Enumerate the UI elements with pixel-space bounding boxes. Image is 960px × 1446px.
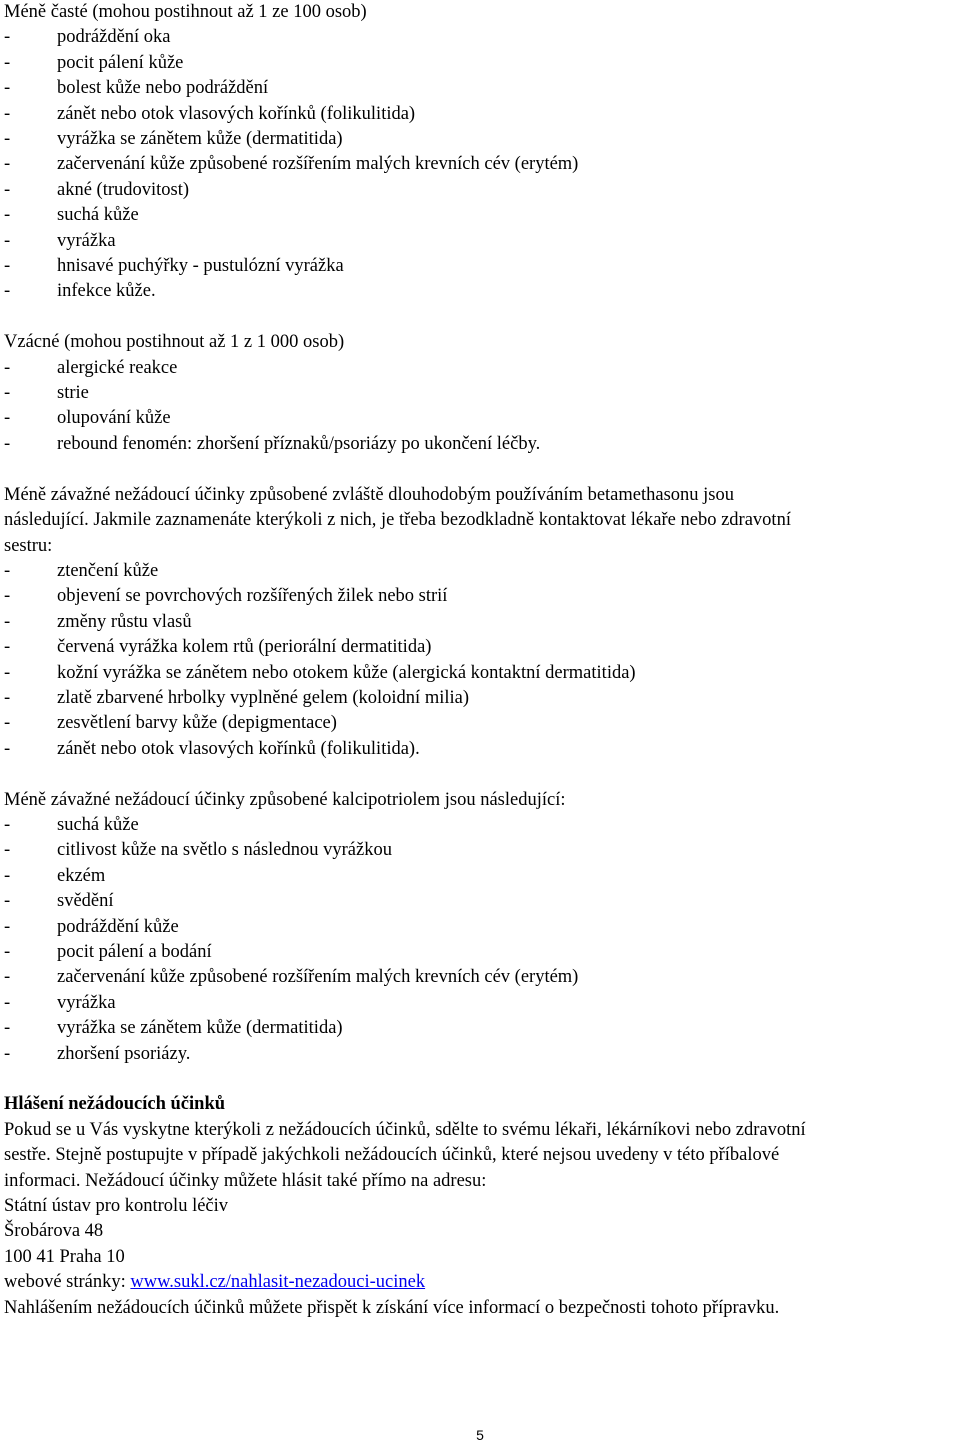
intro-line: následující. Jakmile zaznamenáte kterýkoli z nich, je třeba bezodkladně kontaktovat lékaře nebo zdravotní — [4, 510, 791, 531]
list-item-text: objevení se povrchových rozšířených žilek nebo strií — [57, 586, 448, 607]
list-dash: - — [4, 230, 11, 251]
list-dash: - — [4, 1018, 11, 1039]
list-item — [4, 279, 960, 304]
list-item-text: pocit pálení kůže — [57, 52, 184, 73]
list-item-text: ztenčení kůže — [57, 560, 159, 581]
address-line: 100 41 Praha 10 — [4, 1246, 125, 1267]
list-item-text: zánět nebo otok vlasových kořínků (folikulitida) — [57, 103, 416, 124]
list-item-text: svědění — [57, 891, 114, 912]
list-item — [4, 584, 960, 609]
list-item-text: alergické reakce — [57, 357, 178, 378]
website-label: webové stránky: — [4, 1272, 131, 1293]
list-dash: - — [4, 865, 11, 886]
body-line: Pokud se u Vás vyskytne kterýkoli z nežádoucích účinků, sdělte to svému lékaři, lékárníkovi nebo zdravotní — [4, 1119, 806, 1140]
list-item — [4, 1042, 960, 1067]
list-item-text: rebound fenomén: zhoršení příznaků/psoriázy po ukončení léčby. — [57, 433, 541, 454]
list-dash: - — [4, 129, 11, 150]
list-dash: - — [4, 154, 11, 175]
list-item — [4, 838, 960, 863]
list-dash: - — [4, 687, 11, 708]
list-dash: - — [4, 103, 11, 124]
list-dash: - — [4, 408, 11, 429]
list-item-text: červená vyrážka kolem rtů (periorální dermatitida) — [57, 637, 432, 658]
list-dash: - — [4, 891, 11, 912]
list-dash: - — [4, 586, 11, 607]
list-item — [4, 203, 960, 228]
section-reporting — [4, 1092, 960, 1321]
list-item — [4, 610, 960, 635]
list-item — [4, 686, 960, 711]
list-item — [4, 889, 960, 914]
list-item — [4, 356, 960, 381]
address-line: Šrobárova 48 — [4, 1221, 104, 1242]
list-item-text: infekce kůže. — [57, 281, 156, 302]
section-uncommon — [4, 0, 960, 305]
list-dash: - — [4, 52, 11, 73]
list-item-text: začervenání kůže způsobené rozšířením malých krevních cév (erytém) — [57, 967, 579, 988]
list-dash: - — [4, 637, 11, 658]
list-item-text: změny růstu vlasů — [57, 611, 192, 632]
list-item — [4, 915, 960, 940]
website-link[interactable]: www.sukl.cz/nahlasit-nezadouci-ucinek — [130, 1272, 426, 1293]
list-item — [4, 152, 960, 177]
list-dash: - — [4, 560, 11, 581]
list-item — [4, 813, 960, 838]
list-item — [4, 178, 960, 203]
list-dash: - — [4, 179, 11, 200]
website-line — [4, 1270, 960, 1295]
list-item-text: zhoršení psoriázy. — [57, 1043, 191, 1064]
list-dash: - — [4, 433, 11, 454]
list-dash: - — [4, 27, 11, 48]
list-item-text: zlatě zbarvené hrbolky vyplněné gelem (koloidní milia) — [57, 687, 469, 708]
list-item — [4, 940, 960, 965]
list-dash: - — [4, 256, 11, 277]
list-item — [4, 229, 960, 254]
list-rare — [4, 356, 960, 458]
list-item-text: vyrážka — [57, 230, 116, 251]
list-item-text: suchá kůže — [57, 814, 139, 835]
list-dash: - — [4, 205, 11, 226]
list-item — [4, 25, 960, 50]
list-item-text: hnisavé puchýřky - pustulózní vyrážka — [57, 256, 344, 277]
list-item-text: ekzém — [57, 865, 106, 886]
list-item-text: kožní vyrážka se zánětem nebo otokem kůže (alergická kontaktní dermatitida) — [57, 662, 636, 683]
list-item — [4, 864, 960, 889]
list-item — [4, 254, 960, 279]
address-line: Státní ústav pro kontrolu léčiv — [4, 1196, 229, 1217]
closing-line: Nahlášením nežádoucích účinků můžete přispět k získání více informací o bezpečnosti tohoto přípravku. — [4, 1297, 780, 1318]
list-item-text: akné (trudovitost) — [57, 179, 190, 200]
list-calcipotriol — [4, 813, 960, 1067]
section-rare — [4, 330, 960, 457]
list-dash: - — [4, 814, 11, 835]
list-item-text: vyrážka se zánětem kůže (dermatitida) — [57, 129, 343, 150]
list-item — [4, 406, 960, 431]
list-item — [4, 432, 960, 457]
list-item — [4, 991, 960, 1016]
list-item-text: suchá kůže — [57, 205, 139, 226]
section-heading-rare: Vzácné (mohou postihnout až 1 z 1 000 osob) — [4, 332, 345, 353]
list-item-text: olupování kůže — [57, 408, 171, 429]
list-dash: - — [4, 78, 11, 99]
list-dash: - — [4, 662, 11, 683]
section-betamethasone — [4, 483, 960, 762]
list-dash: - — [4, 383, 11, 404]
list-item — [4, 1016, 960, 1041]
list-item — [4, 76, 960, 101]
section-heading-reporting: Hlášení nežádoucích účinků — [4, 1094, 226, 1115]
list-dash: - — [4, 713, 11, 734]
list-item-text: vyrážka — [57, 992, 116, 1013]
list-dash: - — [4, 840, 11, 861]
list-item — [4, 711, 960, 736]
list-item-text: bolest kůže nebo podráždění — [57, 78, 269, 99]
list-item — [4, 737, 960, 762]
list-dash: - — [4, 967, 11, 988]
list-item — [4, 127, 960, 152]
list-item-text: zánět nebo otok vlasových kořínků (folikulitida). — [57, 738, 420, 759]
list-dash: - — [4, 611, 11, 632]
list-uncommon — [4, 25, 960, 304]
body-line: informaci. Nežádoucí účinky můžete hlásit také přímo na adresu: — [4, 1170, 487, 1191]
list-item — [4, 102, 960, 127]
list-betamethasone — [4, 559, 960, 762]
list-dash: - — [4, 738, 11, 759]
list-item-text: pocit pálení a bodání — [57, 941, 212, 962]
list-item-text: zesvětlení barvy kůže (depigmentace) — [57, 713, 337, 734]
list-item-text: citlivost kůže na světlo s následnou vyrážkou — [57, 840, 392, 861]
list-dash: - — [4, 357, 11, 378]
list-dash: - — [4, 281, 11, 302]
document-page — [4, 0, 960, 1321]
list-dash: - — [4, 1043, 11, 1064]
list-item — [4, 51, 960, 76]
list-item — [4, 965, 960, 990]
list-item — [4, 635, 960, 660]
list-item-text: podráždění kůže — [57, 916, 179, 937]
list-dash: - — [4, 941, 11, 962]
list-item-text: podráždění oka — [57, 27, 171, 48]
list-item-text: vyrážka se zánětem kůže (dermatitida) — [57, 1018, 343, 1039]
list-item — [4, 381, 960, 406]
list-item — [4, 559, 960, 584]
section-calcipotriol — [4, 788, 960, 1067]
list-dash: - — [4, 992, 11, 1013]
page-number: 5 — [476, 1427, 484, 1443]
list-dash: - — [4, 916, 11, 937]
list-item-text: strie — [57, 383, 89, 404]
section-heading-uncommon: Méně časté (mohou postihnout až 1 ze 100 osob) — [4, 2, 367, 22]
list-item-text: začervenání kůže způsobené rozšířením malých krevních cév (erytém) — [57, 154, 579, 175]
list-item — [4, 661, 960, 686]
body-line: sestře. Stejně postupujte v případě jakýchkoli nežádoucích účinků, které nejsou uvedeny v této příbalové — [4, 1145, 780, 1166]
intro-line: sestru: — [4, 535, 53, 556]
intro-line: Méně závažné nežádoucí účinky způsobené zvláště dlouhodobým používáním betamethasonu jsou — [4, 484, 735, 505]
section-heading-calcipotriol: Méně závažné nežádoucí účinky způsobené kalcipotriolem jsou následující: — [4, 789, 566, 810]
